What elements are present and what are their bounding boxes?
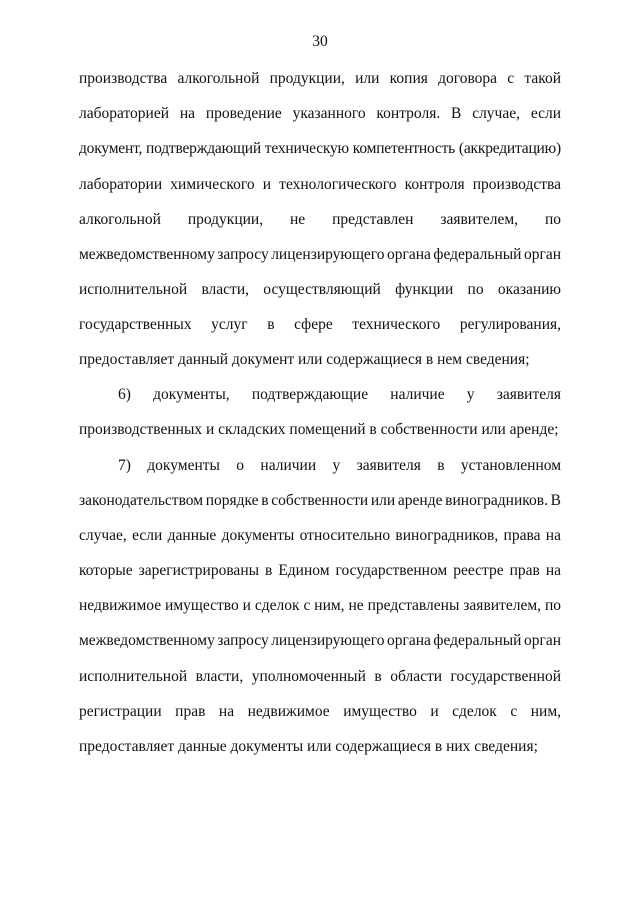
text-line: случае, если данные документы относительно виноградников, права на — [79, 527, 561, 544]
text-line: лабораторией на проведение указанного контроля. В случае, если — [79, 105, 561, 122]
text-line: межведомственному запросу лицензирующего органа федеральный орган — [79, 246, 561, 263]
text-line: недвижимое имущество и сделок с ним, не представлены заявителем, по — [79, 597, 561, 614]
text-line: предоставляет данный документ или содержащиеся в нем сведения; — [79, 351, 530, 368]
text-line: предоставляет данные документы или содержащиеся в них сведения; — [79, 738, 538, 755]
text-line: исполнительной власти, осуществляющий функции по оказанию — [79, 281, 561, 298]
text-line: 7) документы о наличии у заявителя в установленном — [118, 457, 561, 474]
text-line: исполнительной власти, уполномоченный в области государственной — [79, 668, 561, 685]
text-line: законодательством порядке в собственности или аренде виноградников. В — [79, 492, 561, 509]
text-line: государственных услуг в сфере технического регулирования, — [79, 316, 561, 333]
text-line: производства алкогольной продукции, или копия договора с такой — [79, 70, 561, 87]
text-line: производственных и складских помещений в собственности или аренде; — [79, 421, 559, 438]
text-line: регистрации прав на недвижимое имущество и сделок с ним, — [79, 703, 561, 720]
text-line: алкогольной продукции, не представлен заявителем, по — [79, 211, 561, 228]
page-number: 30 — [312, 33, 328, 50]
text-line: межведомственному запросу лицензирующего органа федеральный орган — [79, 632, 561, 649]
text-line: которые зарегистрированы в Едином государственном реестре прав на — [79, 562, 561, 579]
text-line: 6) документы, подтверждающие наличие у заявителя — [118, 386, 561, 403]
text-line: лаборатории химического и технологического контроля производства — [79, 176, 561, 193]
text-line: документ, подтверждающий техническую компетентность (аккредитацию) — [79, 140, 561, 157]
